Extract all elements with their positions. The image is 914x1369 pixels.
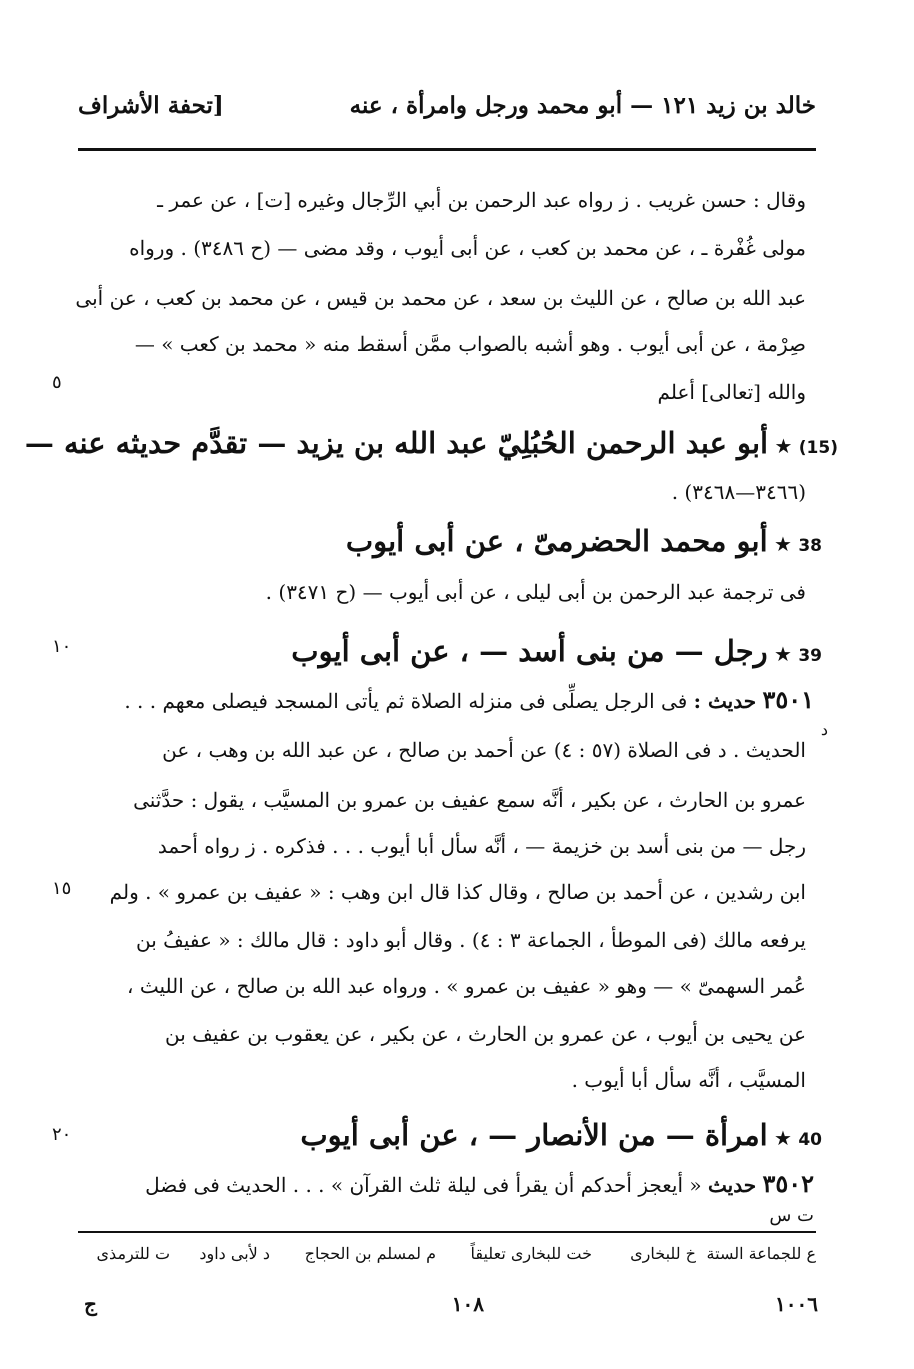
hadith-first-line (145, 1170, 814, 1199)
page-number: ١٠٨ (451, 1292, 484, 1316)
entry-title: أبو محمد الحضرمىّ ، عن أبى أيوب (345, 524, 768, 558)
intro-line: عبد الله بن صالح ، عن الليث بن سعد ، عن محمد بن قيس ، عن محمد بن كعب ، عن أبى (75, 286, 806, 310)
side-mark: د (820, 720, 828, 739)
abbreviation-key: ت للترمذى (96, 1244, 170, 1263)
margin-line-number: ١٥ (52, 878, 72, 899)
entry-number: 39 (798, 646, 822, 666)
abbreviation-key: م لمسلم بن الحجاج (304, 1244, 436, 1263)
volume-mark: ج (84, 1292, 97, 1316)
intro-line: مولى غُفْرة ـ ، عن محمد بن كعب ، عن أبى أيوب ، وقد مضى — (ح ٣٤٨٦) . ورواه (129, 236, 806, 260)
hadith-first-line (124, 686, 814, 715)
header-book-title: [تحفة الأشراف (78, 92, 224, 119)
entry-title: رجل — من بنى أسد — ، عن أبى أيوب (291, 634, 768, 668)
star-icon: ★ (767, 1126, 792, 1150)
entry-number: 40 (798, 1130, 822, 1150)
hadith-number: ٣٥٠١ (762, 685, 814, 714)
header-divider (78, 148, 816, 151)
star-icon: ★ (767, 532, 792, 556)
hadith-line: رجل — من بنى أسد بن خزيمة — ، أنَّه سأل أبا أيوب . . . فذكره . ز رواه أحمد (157, 834, 806, 858)
hadith-line: عن يحيى بن أيوب ، عن عمرو بن الحارث ، عن بكير ، عن يعقوب بن عفيف بن (165, 1022, 806, 1046)
entry-heading (346, 522, 822, 560)
page-number-cumulative: ١٠٠٦ (775, 1292, 818, 1316)
hadith-number: ٣٥٠٢ (762, 1169, 814, 1198)
intro-line: صِرْمة ، عن أبى أيوب . وهو أشبه بالصواب ممَّن أسقط منه « محمد بن كعب » — (134, 332, 806, 356)
hadith-line: المسيَّب ، أنَّه سأل أبا أيوب . (571, 1068, 806, 1092)
abbreviation-key: د لأبى داود (199, 1244, 270, 1263)
entry-title: أبو عبد الرحمن الحُبُلِيّ عبد الله بن يزيد — تقدَّم حديثه عنه — (24, 426, 769, 460)
entry-heading (300, 1116, 822, 1154)
margin-line-number: ١٠ (52, 636, 72, 657)
intro-line: وقال : حسن غريب . ز رواه عبد الرحمن بن أبي الرِّجال وغيره [ت] ، عن عمر ـ (157, 188, 806, 212)
abbreviation-key: خت للبخارى تعليقاً (470, 1244, 592, 1263)
running-header (78, 92, 816, 136)
hadith-text: فى الرجل يصلِّى فى منزله الصلاة ثم يأتى المسجد فيصلى معهم . . . (124, 689, 688, 713)
abbreviation-key: ع للجماعة الستة (706, 1244, 816, 1263)
star-icon: ★ (767, 642, 792, 666)
intro-line: والله [تعالى] أعلم (657, 380, 806, 404)
entry-title: امرأة — من الأنصار — ، عن أبى أيوب (300, 1118, 768, 1152)
hadith-sigla: ت س (769, 1205, 814, 1226)
hadith-line: يرفعه مالك (فى الموطأ ، الجماعة ٣ : ٤) . وقال أبو داود : قال مالك : « عفيفُ بن (136, 928, 806, 952)
margin-line-number: ٢٠ (52, 1124, 72, 1145)
entry-text: (٣٤٦٦—٣٤٦٨) . (671, 480, 806, 504)
footnote-divider (78, 1231, 816, 1233)
hadith-line: ابن رشدين ، عن أحمد بن صالح ، وقال كذا قال ابن وهب : « عفيف بن عمرو » . ولم (109, 880, 806, 904)
hadith-line: عمرو بن الحارث ، عن بكير ، أنَّه سمع عفيف بن عمرو بن المسيَّب ، يقول : حدَّثنى (133, 788, 806, 812)
margin-line-number: ٥ (52, 372, 62, 393)
entry-heading (291, 632, 822, 670)
hadith-text: « أيعجز أحدكم أن يقرأ فى ليلة ثلث القرآن » . . . الحديث فى فضل (145, 1173, 702, 1197)
entry-number: 38 (798, 536, 822, 556)
entry-heading (25, 424, 838, 462)
hadith-label: حديث : (693, 689, 757, 713)
hadith-line: عُمر السهمىّ » — وهو « عفيف بن عمرو » . ورواه عبد الله بن صالح ، عن الليث ، (127, 974, 806, 998)
hadith-line: الحديث . د فى الصلاة (٥٧ : ٤) عن أحمد بن صالح ، عن عبد الله بن وهب ، عن (162, 738, 806, 762)
entry-number: (15) (798, 438, 838, 458)
entry-text: فى ترجمة عبد الرحمن بن أبى ليلى ، عن أبى أيوب — (ح ٣٤٧١) . (265, 580, 806, 604)
abbreviation-key: خ للبخارى (630, 1244, 696, 1263)
header-title: خالد بن زيد ١٢١ — أبو محمد ورجل وامرأة ، عنه (349, 92, 816, 119)
hadith-label: حديث (708, 1173, 757, 1197)
star-icon: ★ (768, 434, 793, 458)
